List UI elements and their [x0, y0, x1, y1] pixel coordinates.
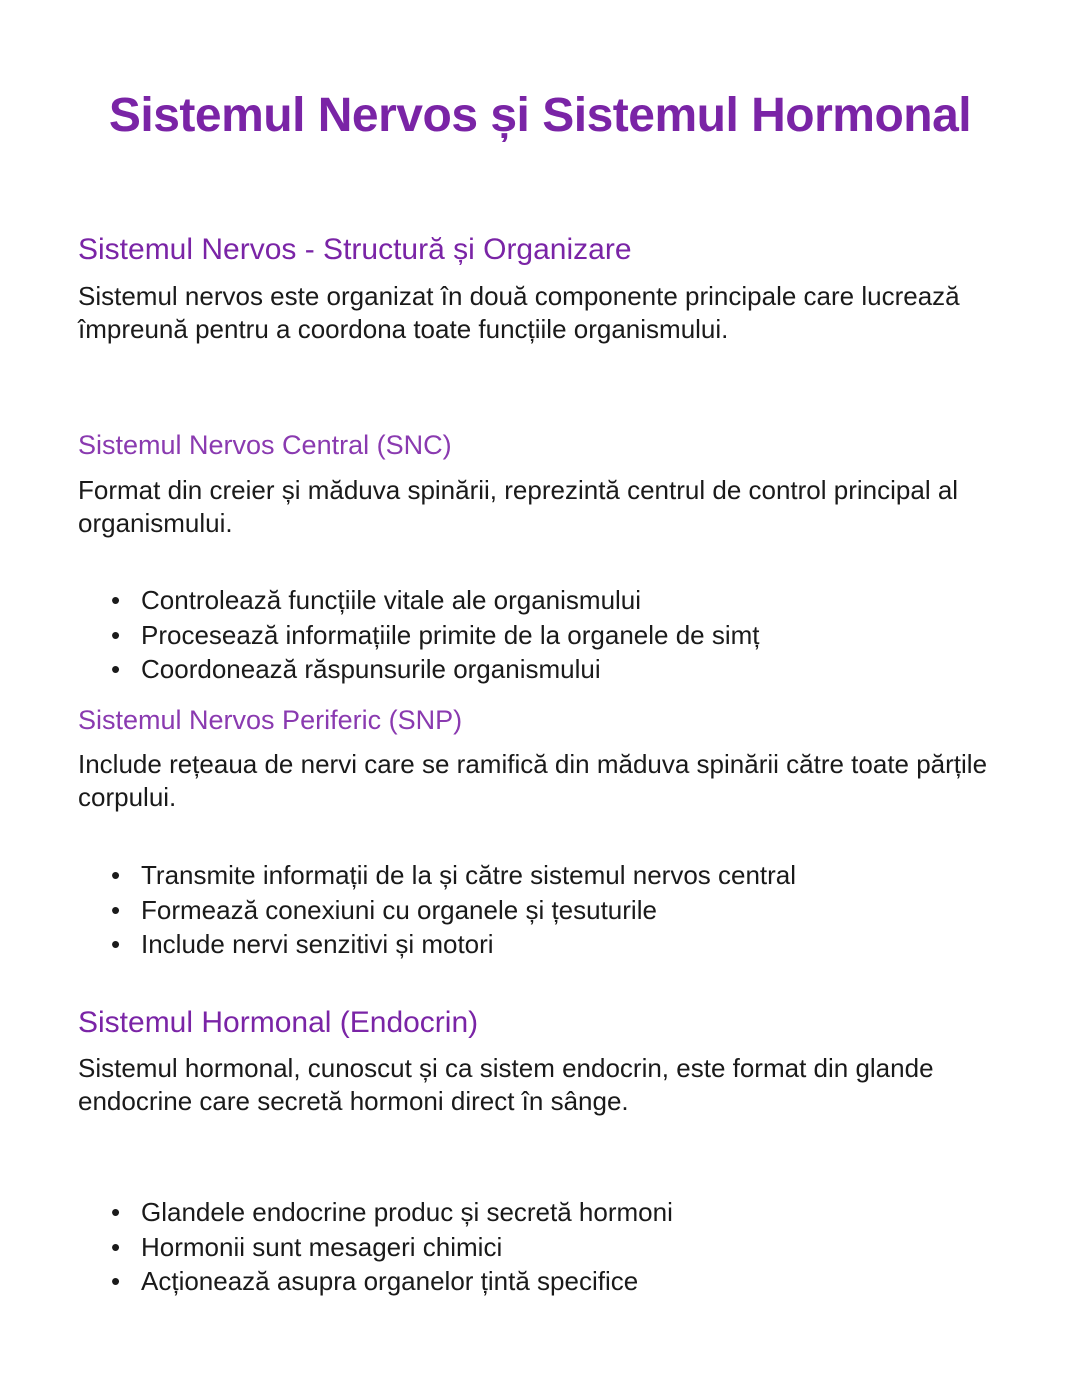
bullet-icon: •: [111, 860, 121, 890]
list-item: [108, 652, 760, 687]
list-item: [108, 858, 796, 893]
subheading-snp: Sistemul Nervos Periferic (SNP): [78, 705, 463, 735]
list-hormonal: [108, 1195, 673, 1299]
list-snp: [108, 858, 796, 962]
list-item: [108, 1195, 673, 1230]
list-item: [108, 893, 796, 928]
list-item-text: Hormonii sunt mesageri chimici: [141, 1231, 503, 1262]
section-paragraph-hormonal: Sistemul hormonal, cunoscut și ca sistem endocrin, este format din glande endocrine care secretă hormoni direct în sânge.: [78, 1053, 934, 1116]
list-item-text: Include nervi senzitivi și motori: [141, 929, 494, 959]
list-item-text: Controlează funcțiile vitale ale organismului: [141, 585, 642, 615]
section-heading-nervous-structure: Sistemul Nervos - Structură și Organizare: [78, 233, 632, 266]
list-item: [108, 583, 760, 618]
bullet-icon: •: [111, 619, 121, 650]
bullet-icon: •: [111, 1266, 121, 1296]
list-snc: [108, 583, 760, 687]
bullet-icon: •: [111, 585, 121, 615]
list-item: [108, 618, 760, 653]
list-item-text: Glandele endocrine produc și secretă hormoni: [141, 1197, 673, 1227]
list-item-text: Procesează informațiile primite de la organele de simț: [141, 619, 760, 650]
list-item-text: Formează conexiuni cu organele și țesuturile: [141, 894, 657, 925]
list-item: [108, 927, 796, 962]
paragraph-snp: Include rețeaua de nervi care se ramifică din măduva spinării către toate părțile corpului.: [78, 749, 988, 812]
list-item: [108, 1264, 673, 1299]
bullet-icon: •: [111, 894, 121, 925]
list-item-text: Acționează asupra organelor țintă specifice: [141, 1266, 639, 1296]
list-item: [108, 1230, 673, 1265]
subheading-snc: Sistemul Nervos Central (SNC): [78, 430, 452, 460]
paragraph-snc: Format din creier și măduva spinării, reprezintă centrul de control principal al organismului.: [78, 475, 959, 538]
bullet-icon: •: [111, 1197, 121, 1227]
list-item-text: Transmite informații de la și către sistemul nervos central: [141, 860, 797, 890]
bullet-icon: •: [111, 1231, 121, 1262]
page-title: Sistemul Nervos și Sistemul Hormonal: [108, 89, 972, 142]
bullet-icon: •: [111, 929, 121, 959]
section-paragraph-nervous-structure: Sistemul nervos este organizat în două componente principale care lucrează împreună pentru a coordona toate funcțiile organismului.: [78, 281, 960, 344]
section-heading-hormonal: Sistemul Hormonal (Endocrin): [78, 1006, 479, 1039]
bullet-icon: •: [111, 654, 121, 684]
list-item-text: Coordonează răspunsurile organismului: [141, 654, 601, 684]
